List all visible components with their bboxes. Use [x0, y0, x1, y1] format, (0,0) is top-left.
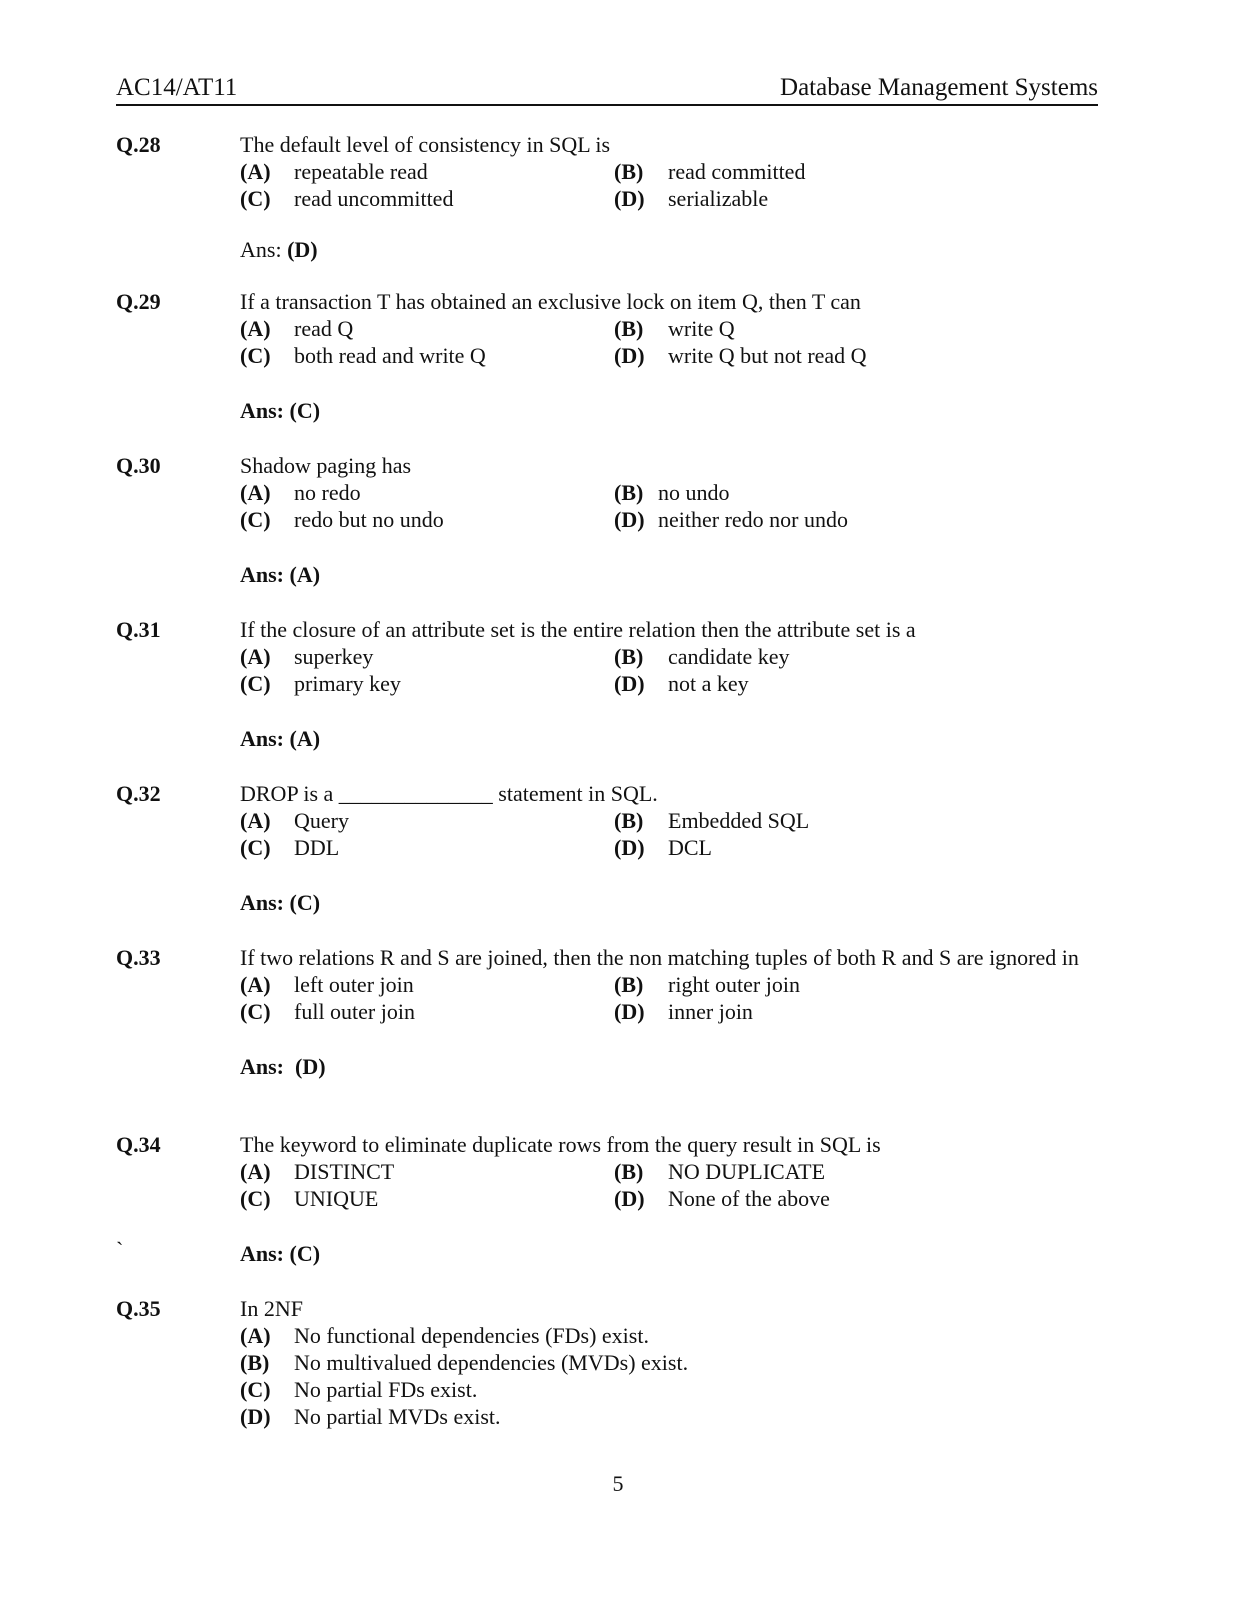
page-header: [116, 74, 1098, 106]
option-b: [614, 315, 1098, 342]
question-stem: If the closure of an attribute set is the entire relation then the attribute set is a: [240, 617, 916, 642]
question-number: Q.29: [116, 289, 161, 314]
option-a: [240, 158, 614, 185]
option-d: [614, 834, 1098, 861]
option-c: [240, 1185, 614, 1212]
option-label: (D): [614, 507, 645, 532]
question-number: Q.28: [116, 132, 161, 157]
question-stem: If two relations R and S are joined, then the non matching tuples of both R and S are ignored in: [240, 945, 1079, 970]
option-text: Query: [294, 808, 349, 833]
answer: [240, 397, 1098, 424]
option-label: (A): [240, 808, 271, 833]
question-body: [240, 1295, 1098, 1430]
answer-value: (C): [289, 1241, 321, 1266]
options-grid: [240, 807, 1098, 861]
option-text: DISTINCT: [294, 1159, 395, 1184]
option-text: None of the above: [668, 1186, 830, 1211]
question-body: [240, 780, 1098, 916]
option-text: full outer join: [294, 999, 415, 1024]
question-body: [240, 131, 1098, 263]
question-number: Q.32: [116, 781, 161, 806]
option-d: [614, 998, 1098, 1025]
question-number: Q.35: [116, 1296, 161, 1321]
option-label: (D): [614, 999, 645, 1024]
option-label: (A): [240, 1323, 271, 1348]
question-stem: DROP is a ______________ statement in SQL.: [240, 781, 658, 806]
answer: [240, 561, 1098, 588]
course-code: AC14/AT11: [116, 74, 238, 101]
option-b: [614, 479, 1098, 506]
option-label: (C): [240, 999, 271, 1024]
option-label: (B): [614, 480, 644, 505]
options-grid: [240, 971, 1098, 1025]
option-label: (C): [240, 1186, 271, 1211]
options-grid: [240, 643, 1098, 697]
option-b: [614, 971, 1098, 998]
option-c: [240, 342, 614, 369]
options-grid: [240, 479, 1098, 533]
option-label: (A): [240, 972, 271, 997]
option-text: DCL: [668, 835, 712, 860]
option-label: (A): [240, 1159, 271, 1184]
option-b: [614, 1158, 1098, 1185]
options-grid: [240, 1158, 1098, 1212]
option-a: [240, 807, 614, 834]
option-c: [240, 834, 614, 861]
option-text: inner join: [668, 999, 753, 1024]
option-a: [240, 1322, 1098, 1349]
option-c: [240, 998, 614, 1025]
answer: [240, 236, 1098, 263]
answer-label: Ans:: [240, 726, 285, 751]
option-label: (D): [614, 835, 645, 860]
question-stem: In 2NF: [240, 1296, 303, 1321]
option-label: (C): [240, 835, 271, 860]
question-body: [240, 288, 1098, 424]
options-grid: [240, 315, 1098, 369]
option-text: right outer join: [668, 972, 800, 997]
question-stem: The default level of consistency in SQL is: [240, 132, 611, 157]
question-number: Q.31: [116, 617, 161, 642]
option-text: Embedded SQL: [668, 808, 810, 833]
option-text: write Q: [668, 316, 735, 341]
option-d: [614, 670, 1098, 697]
option-text: both read and write Q: [294, 343, 486, 368]
option-text: left outer join: [294, 972, 414, 997]
question-body: [240, 944, 1098, 1080]
option-text: no undo: [658, 480, 730, 505]
option-text: repeatable read: [294, 159, 428, 184]
answer: [240, 1240, 1098, 1267]
question-number: Q.33: [116, 945, 161, 970]
option-label: (A): [240, 644, 271, 669]
option-label: (C): [240, 507, 271, 532]
option-c: [240, 1376, 1098, 1403]
option-label: (D): [614, 671, 645, 696]
option-label: (D): [614, 186, 645, 211]
options-list: [240, 1322, 1098, 1430]
option-text: candidate key: [668, 644, 790, 669]
option-text: No functional dependencies (FDs) exist.: [294, 1323, 649, 1348]
option-label: (B): [240, 1350, 270, 1375]
option-label: (A): [240, 159, 271, 184]
option-text: read uncommitted: [294, 186, 454, 211]
option-text: read committed: [668, 159, 806, 184]
option-c: [240, 506, 614, 533]
option-text: primary key: [294, 671, 401, 696]
option-label: (B): [614, 644, 644, 669]
question-body: [240, 1131, 1098, 1267]
question-stem: If a transaction T has obtained an exclusive lock on item Q, then T can: [240, 289, 861, 314]
option-d: [614, 1185, 1098, 1212]
answer-label: Ans:: [240, 1054, 285, 1079]
option-label: (C): [240, 186, 271, 211]
answer: [240, 889, 1098, 916]
answer-value: (D): [295, 1054, 326, 1079]
answer-label: Ans:: [240, 562, 285, 587]
option-text: DDL: [294, 835, 340, 860]
option-text: No partial FDs exist.: [294, 1377, 478, 1402]
question-number: Q.30: [116, 453, 161, 478]
option-a: [240, 479, 614, 506]
question-number: Q.34: [116, 1132, 161, 1157]
question-body: [240, 452, 1098, 588]
option-label: (B): [614, 972, 644, 997]
option-text: UNIQUE: [294, 1186, 379, 1211]
answer-value: (A): [289, 726, 321, 751]
option-text: No multivalued dependencies (MVDs) exist.: [294, 1350, 689, 1375]
option-text: no redo: [294, 480, 361, 505]
option-label: (B): [614, 808, 644, 833]
option-b: [614, 643, 1098, 670]
answer-label: Ans:: [240, 398, 285, 423]
option-label: (A): [240, 316, 271, 341]
option-text: serializable: [668, 186, 769, 211]
option-label: (C): [240, 671, 271, 696]
option-label: (B): [614, 159, 644, 184]
page-number: 5: [612, 1471, 624, 1496]
option-d: [614, 185, 1098, 212]
option-text: read Q: [294, 316, 354, 341]
option-label: (A): [240, 480, 271, 505]
answer: [240, 725, 1098, 752]
option-label: (C): [240, 343, 271, 368]
option-text: NO DUPLICATE: [668, 1159, 826, 1184]
answer-label: Ans:: [240, 890, 285, 915]
options-grid: [240, 158, 1098, 212]
answer-value: (C): [289, 398, 321, 423]
option-label: (C): [240, 1377, 271, 1402]
option-a: [240, 1158, 614, 1185]
option-label: (B): [614, 316, 644, 341]
option-d: [240, 1403, 1098, 1430]
answer-label: Ans:: [240, 1241, 285, 1266]
option-c: [240, 185, 614, 212]
course-title: Database Management Systems: [780, 74, 1098, 101]
option-d: [614, 506, 1098, 533]
option-b: [614, 807, 1098, 834]
option-text: No partial MVDs exist.: [294, 1404, 501, 1429]
option-b: [614, 158, 1098, 185]
option-text: not a key: [668, 671, 749, 696]
question-stem: The keyword to eliminate duplicate rows from the query result in SQL is: [240, 1132, 881, 1157]
question-body: [240, 616, 1098, 752]
question-stem: Shadow paging has: [240, 453, 412, 478]
answer-value: (C): [289, 890, 321, 915]
answer: [240, 1053, 1098, 1080]
option-text: write Q but not read Q: [668, 343, 867, 368]
option-text: redo but no undo: [294, 507, 444, 532]
option-label: (B): [614, 1159, 644, 1184]
answer-label: Ans:: [240, 237, 282, 262]
option-text: superkey: [294, 644, 374, 669]
option-label: (D): [614, 1186, 645, 1211]
option-a: [240, 643, 614, 670]
answer-value: (A): [289, 562, 321, 587]
option-label: (D): [614, 343, 645, 368]
stray-mark: `: [116, 1237, 124, 1262]
option-c: [240, 670, 614, 697]
option-d: [614, 342, 1098, 369]
answer-value: (D): [287, 237, 318, 262]
option-label: (D): [240, 1404, 271, 1429]
option-a: [240, 971, 614, 998]
option-a: [240, 315, 614, 342]
option-b: [240, 1349, 1098, 1376]
option-text: neither redo nor undo: [658, 507, 848, 532]
